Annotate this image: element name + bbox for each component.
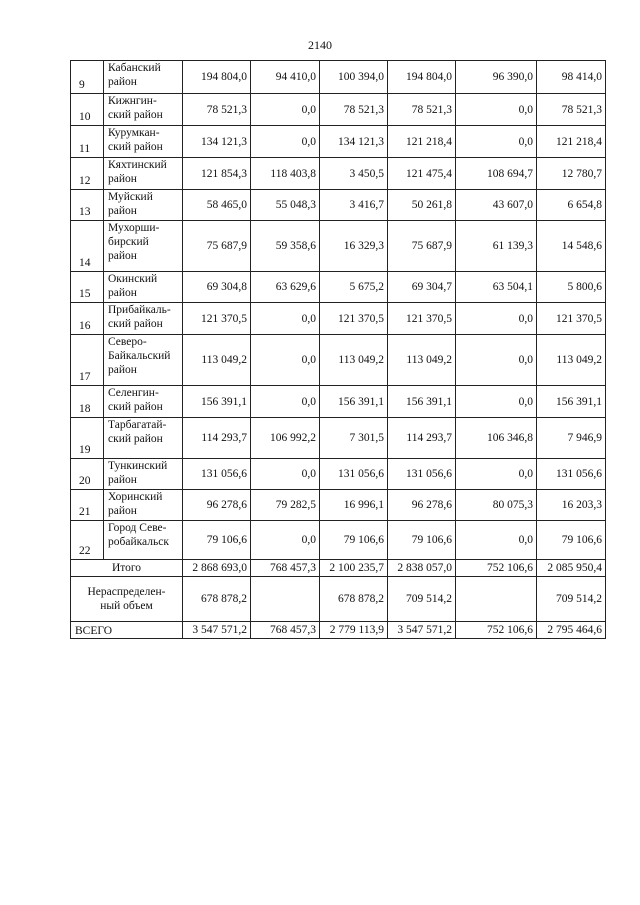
value-cell: 12 780,7 [537, 158, 606, 190]
value-cell: 106 346,8 [456, 418, 537, 459]
value-cell: 121 218,4 [537, 126, 606, 158]
value-cell: 709 514,2 [388, 577, 456, 622]
value-cell: 121 370,5 [537, 303, 606, 335]
value-cell: 0,0 [251, 335, 320, 386]
value-cell: 131 056,6 [388, 459, 456, 490]
table-row [71, 221, 606, 272]
row-number: 19 [71, 418, 104, 459]
row-number: 21 [71, 490, 104, 521]
value-cell: 131 056,6 [183, 459, 251, 490]
value-cell: 114 293,7 [388, 418, 456, 459]
value-cell: 752 106,6 [456, 560, 537, 577]
value-cell: 75 687,9 [183, 221, 251, 272]
value-cell: 0,0 [251, 459, 320, 490]
table-row [71, 386, 606, 418]
value-cell: 0,0 [251, 386, 320, 418]
value-cell: 2 779 113,9 [320, 622, 388, 639]
value-cell: 114 293,7 [183, 418, 251, 459]
value-cell: 96 278,6 [388, 490, 456, 521]
row-number: 9 [71, 61, 104, 94]
district-name: Муйский район [104, 190, 183, 221]
value-cell: 156 391,1 [183, 386, 251, 418]
value-cell: 16 996,1 [320, 490, 388, 521]
district-name: Город Севе- робайкальск [104, 521, 183, 560]
value-cell: 78 521,3 [183, 94, 251, 126]
value-cell: 678 878,2 [183, 577, 251, 622]
value-cell: 7 301,5 [320, 418, 388, 459]
value-cell: 14 548,6 [537, 221, 606, 272]
value-cell: 121 475,4 [388, 158, 456, 190]
value-cell: 134 121,3 [320, 126, 388, 158]
page-number: 2140 [308, 38, 332, 52]
value-cell: 79 106,6 [537, 521, 606, 560]
grand-total-row [71, 622, 606, 639]
value-cell: 63 504,1 [456, 272, 537, 303]
value-cell: 0,0 [456, 386, 537, 418]
value-cell: 0,0 [456, 303, 537, 335]
value-cell: 121 370,5 [320, 303, 388, 335]
value-cell: 2 795 464,6 [537, 622, 606, 639]
value-cell: 96 390,0 [456, 61, 537, 94]
value-cell: 59 358,6 [251, 221, 320, 272]
value-cell: 100 394,0 [320, 61, 388, 94]
value-cell: 58 465,0 [183, 190, 251, 221]
value-cell: 80 075,3 [456, 490, 537, 521]
value-cell: 113 049,2 [183, 335, 251, 386]
value-cell: 43 607,0 [456, 190, 537, 221]
value-cell: 0,0 [251, 303, 320, 335]
value-cell: 768 457,3 [251, 622, 320, 639]
value-cell: 7 946,9 [537, 418, 606, 459]
value-cell: 121 370,5 [183, 303, 251, 335]
value-cell: 94 410,0 [251, 61, 320, 94]
district-name: Кижнгин- ский район [104, 94, 183, 126]
value-cell: 63 629,6 [251, 272, 320, 303]
row-number: 18 [71, 386, 104, 418]
value-cell: 5 800,6 [537, 272, 606, 303]
row-number: 11 [71, 126, 104, 158]
district-name: Окинский район [104, 272, 183, 303]
value-cell: 16 203,3 [537, 490, 606, 521]
value-cell: 6 654,8 [537, 190, 606, 221]
value-cell: 55 048,3 [251, 190, 320, 221]
value-cell: 2 100 235,7 [320, 560, 388, 577]
value-cell: 79 106,6 [320, 521, 388, 560]
table-row [71, 61, 606, 94]
table-row [71, 303, 606, 335]
value-cell: 3 450,5 [320, 158, 388, 190]
value-cell: 768 457,3 [251, 560, 320, 577]
total-row [71, 560, 606, 577]
district-name: Хоринский район [104, 490, 183, 521]
value-cell: 0,0 [456, 459, 537, 490]
table-row [71, 126, 606, 158]
table-row [71, 521, 606, 560]
district-name: Тарбагатай- ский район [104, 418, 183, 459]
district-name: Курумкан- ский район [104, 126, 183, 158]
value-cell: 0,0 [456, 521, 537, 560]
district-name: Кабанский район [104, 61, 183, 94]
value-cell: 678 878,2 [320, 577, 388, 622]
table-row [71, 158, 606, 190]
district-name: Прибайкаль- ский район [104, 303, 183, 335]
district-name: Кяхтинский район [104, 158, 183, 190]
value-cell: 709 514,2 [537, 577, 606, 622]
value-cell: 113 049,2 [537, 335, 606, 386]
value-cell: 75 687,9 [388, 221, 456, 272]
value-cell: 78 521,3 [320, 94, 388, 126]
value-cell: 0,0 [251, 521, 320, 560]
table-row [71, 335, 606, 386]
value-cell: 50 261,8 [388, 190, 456, 221]
row-number: 10 [71, 94, 104, 126]
value-cell: 0,0 [456, 126, 537, 158]
value-cell [456, 577, 537, 622]
value-cell: 121 370,5 [388, 303, 456, 335]
value-cell: 118 403,8 [251, 158, 320, 190]
table-row [71, 490, 606, 521]
value-cell: 78 521,3 [537, 94, 606, 126]
value-cell: 131 056,6 [320, 459, 388, 490]
value-cell: 156 391,1 [537, 386, 606, 418]
budget-distribution-table [70, 60, 606, 639]
total-label: Итого [71, 560, 183, 577]
value-cell: 0,0 [251, 126, 320, 158]
row-number: 15 [71, 272, 104, 303]
row-number: 13 [71, 190, 104, 221]
district-name: Северо- Байкальский район [104, 335, 183, 386]
value-cell: 3 547 571,2 [183, 622, 251, 639]
value-cell: 69 304,8 [183, 272, 251, 303]
value-cell: 194 804,0 [183, 61, 251, 94]
row-number: 17 [71, 335, 104, 386]
value-cell: 121 218,4 [388, 126, 456, 158]
row-number: 14 [71, 221, 104, 272]
district-name: Мухорши- бирский район [104, 221, 183, 272]
value-cell: 121 854,3 [183, 158, 251, 190]
value-cell: 108 694,7 [456, 158, 537, 190]
table-row [71, 272, 606, 303]
value-cell: 2 868 693,0 [183, 560, 251, 577]
value-cell: 106 992,2 [251, 418, 320, 459]
value-cell: 156 391,1 [320, 386, 388, 418]
row-number: 12 [71, 158, 104, 190]
table-row [71, 418, 606, 459]
table-row [71, 190, 606, 221]
value-cell: 752 106,6 [456, 622, 537, 639]
value-cell: 134 121,3 [183, 126, 251, 158]
row-number: 16 [71, 303, 104, 335]
value-cell: 194 804,0 [388, 61, 456, 94]
value-cell: 0,0 [456, 94, 537, 126]
value-cell: 16 329,3 [320, 221, 388, 272]
value-cell: 3 416,7 [320, 190, 388, 221]
district-name: Селенгин- ский район [104, 386, 183, 418]
value-cell: 96 278,6 [183, 490, 251, 521]
value-cell: 79 106,6 [183, 521, 251, 560]
value-cell: 0,0 [456, 335, 537, 386]
table-row [71, 94, 606, 126]
value-cell: 69 304,7 [388, 272, 456, 303]
row-number: 20 [71, 459, 104, 490]
district-name: Тункинский район [104, 459, 183, 490]
value-cell: 156 391,1 [388, 386, 456, 418]
value-cell: 79 106,6 [388, 521, 456, 560]
value-cell [251, 577, 320, 622]
value-cell: 131 056,6 [537, 459, 606, 490]
unallocated-label: Нераспределен- ный объем [71, 577, 183, 622]
value-cell: 113 049,2 [320, 335, 388, 386]
value-cell: 3 547 571,2 [388, 622, 456, 639]
unallocated-row [71, 577, 606, 622]
value-cell: 2 085 950,4 [537, 560, 606, 577]
table-row [71, 459, 606, 490]
value-cell: 79 282,5 [251, 490, 320, 521]
value-cell: 5 675,2 [320, 272, 388, 303]
value-cell: 0,0 [251, 94, 320, 126]
value-cell: 61 139,3 [456, 221, 537, 272]
value-cell: 113 049,2 [388, 335, 456, 386]
value-cell: 98 414,0 [537, 61, 606, 94]
value-cell: 78 521,3 [388, 94, 456, 126]
row-number: 22 [71, 521, 104, 560]
value-cell: 2 838 057,0 [388, 560, 456, 577]
grand-total-label: ВСЕГО [71, 622, 183, 639]
